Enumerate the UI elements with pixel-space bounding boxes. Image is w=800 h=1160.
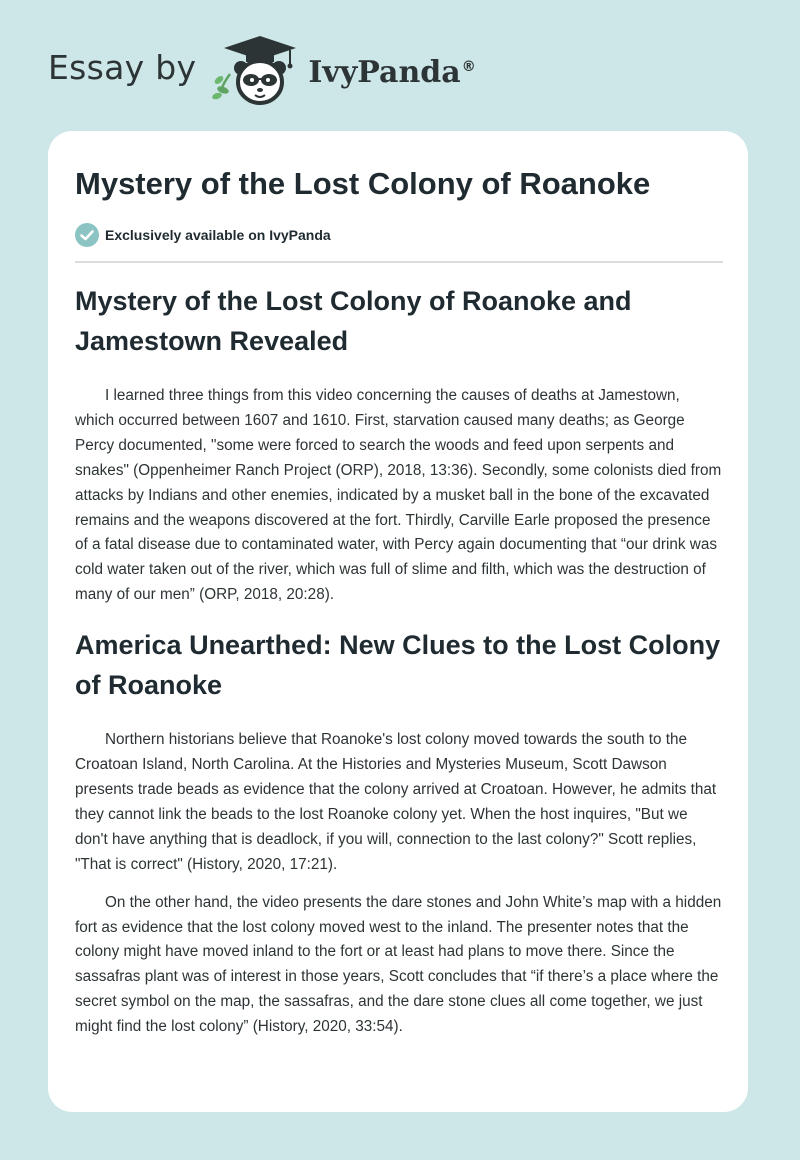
section-heading: Mystery of the Lost Colony of Roanoke and Jamestown Revealed: [75, 286, 632, 356]
site-header: [48, 30, 476, 110]
exclusive-badge: [75, 223, 331, 247]
brand-prefix: Essay by: [48, 47, 197, 87]
section-paragraph: On the other hand, the video presents the dare stones and John White’s map with a hidden fort as evidence that the lost colony moved west to the inland. The presenter notes that the colony might have moved inland to the fort or at least had plans to move there. Since the sassafras plant was of interest in those years, Scott concludes that “if there’s a place where the secret symbol on the map, the sassafras, and the dare stone clues all come together, we just might find the lost colony” (History, 2020, 33:54).: [75, 893, 722, 1036]
page-title: Mystery of the Lost Colony of Roanoke: [75, 166, 651, 201]
essay-card: [48, 131, 748, 1112]
section-paragraph: Northern historians believe that Roanoke's lost colony moved towards the south to the Croatoan Island, North Carolina. At the Histories and Mysteries Museum, Scott Dawson presents trade beads as evidence that the colony arrived at Croatoan. However, he admits that they cannot link the beads to the lost Roanoke colony yet. When the host inquires, "But we don't have anything that is deadlock, if you will, connection to the last colony?" Scott replies, "That is correct" (History, 2020, 17:21).: [75, 731, 717, 873]
section-heading: America Unearthed: New Clues to the Lost Colony of Roanoke: [75, 630, 721, 701]
check-circle-icon: [75, 223, 99, 247]
brand-name[interactable]: IvyPanda®: [308, 54, 476, 90]
registered-mark: ®: [461, 58, 476, 75]
title-divider: [75, 261, 723, 263]
section-paragraph: I learned three things from this video concerning the causes of deaths at Jamestown, which occurred between 1607 and 1610. First, starvation caused many deaths; as George Percy documented, "some were forced to search the woods and feed upon serpents and snakes" (Oppenheimer Ranch Project (ORP), 2018, 13:36). Secondly, some colonists died from attacks by Indians and other enemies, indicated by a musket ball in the bone of the excavated remains and the weapons discovered at the fort. Thirdly, Carville Earle proposed the presence of a fatal disease due to contaminated water, with Percy again documenting that “our drink was cold water taken out of the river, which was full of slime and filth, which was the destruction of many of our men” (ORP, 2018, 20:28).: [75, 387, 722, 604]
exclusive-badge-label: Exclusively available on IvyPanda: [105, 227, 331, 243]
essay-body: [75, 281, 723, 1040]
panda-graduate-icon[interactable]: [210, 30, 302, 110]
